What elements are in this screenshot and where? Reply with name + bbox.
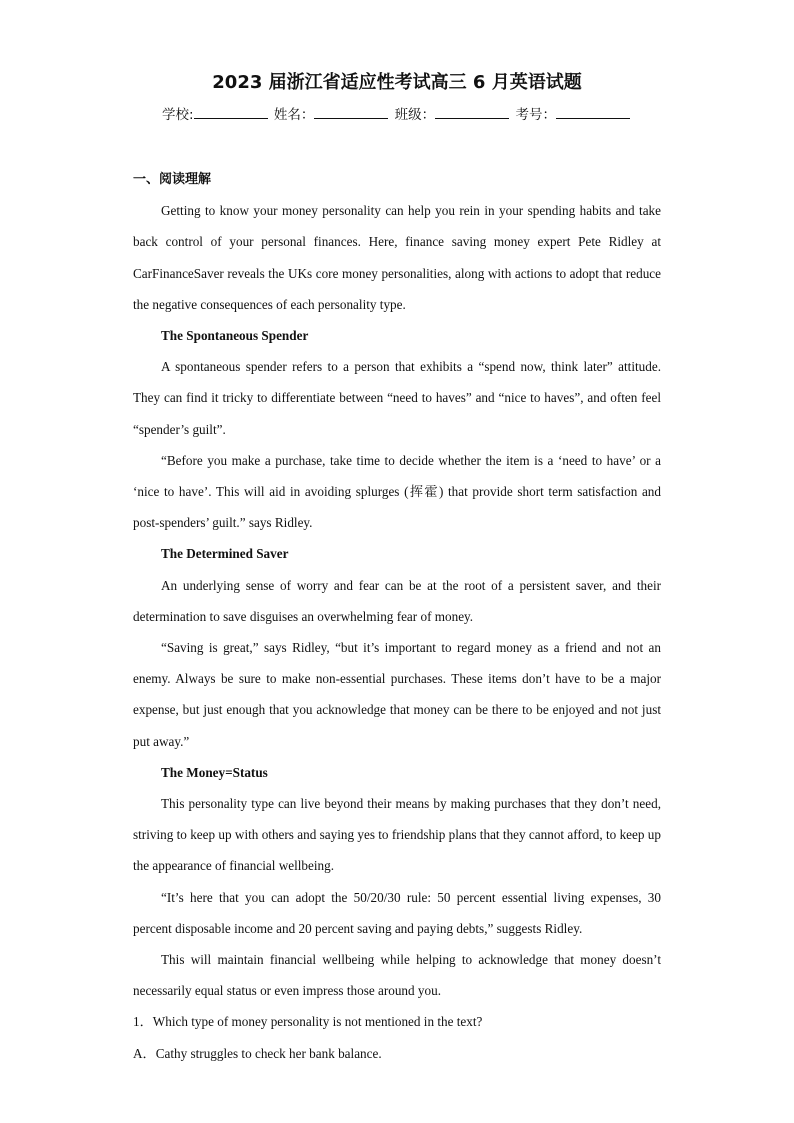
paragraph: A spontaneous spender refers to a person that exhibits a “spend now, think later” attitude. They can find it tricky to differentiate between “need to haves” and “nice to haves”, and often feel “spender’s guilt”. bbox=[133, 359, 661, 437]
paragraph: This will maintain financial wellbeing while helping to acknowledge that money doesn’t necessarily equal status or even impress those around you. bbox=[133, 952, 661, 999]
subheading-determined-saver: The Determined Saver bbox=[161, 546, 289, 562]
exam-number-blank[interactable] bbox=[556, 106, 630, 119]
paragraph: “It’s here that you can adopt the 50/20/30 rule: 50 percent essential living expenses, 30 percent disposable income and 20 percent saving and paying debts,” suggests Ridley. bbox=[133, 889, 661, 936]
school-label: 学校: bbox=[162, 107, 194, 123]
name-label: 姓名： bbox=[273, 107, 315, 123]
school-blank[interactable] bbox=[194, 106, 268, 119]
class-label: 班级： bbox=[394, 107, 436, 123]
subheading-money-status: The Money=Status bbox=[161, 764, 268, 780]
student-info-line bbox=[0, 103, 794, 123]
subheading-spontaneous-spender: The Spontaneous Spender bbox=[161, 328, 309, 344]
class-blank[interactable] bbox=[435, 106, 509, 119]
paragraph: An underlying sense of worry and fear can be at the root of a persistent saver, and their determination to save disguises an overwhelming fear of money. bbox=[133, 577, 661, 624]
paragraph: This personality type can live beyond their means by making purchases that they don’t need, striving to keep up with others and saying yes to friendship plans that they cannot afford, to keep up the appearance of financial wellbeing. bbox=[133, 796, 661, 874]
paragraph: “Saving is great,” says Ridley, “but it’s important to regard money as a friend and not an enemy. Always be sure to make non-essential purchases. These items don’t have to be a major expense, but just enough that you acknowledge that money can be there to be enjoyed and not just put away.” bbox=[133, 640, 661, 749]
question-1: 1．Which type of money personality is not mentioned in the text? bbox=[133, 1014, 483, 1030]
paragraph: “Before you make a purchase, take time to decide whether the item is a ‘need to have’ or a ‘nice to have’. This will aid in avoiding splurges (挥霍) that provide short term satisfaction and post-spenders’ guilt.” says Ridley. bbox=[133, 452, 661, 531]
page-title: 2023 届浙江省适应性考试高三 6 月英语试题 bbox=[212, 72, 582, 93]
section-heading: 一、阅读理解 bbox=[133, 172, 212, 187]
reading-section bbox=[133, 164, 661, 1069]
exam-number-label: 考号： bbox=[515, 107, 556, 123]
passage-intro: Getting to know your money personality can help you rein in your spending habits and take back control of your personal finances. Here, finance saving money expert Pete Ridley at CarFinanceSaver reveals the UKs core money personalities, along with actions to adopt that reduce the negative consequences of each personality type. bbox=[133, 203, 661, 312]
name-blank[interactable] bbox=[314, 106, 388, 119]
option-a[interactable]: A．Cathy struggles to check her bank balance. bbox=[133, 1045, 382, 1061]
